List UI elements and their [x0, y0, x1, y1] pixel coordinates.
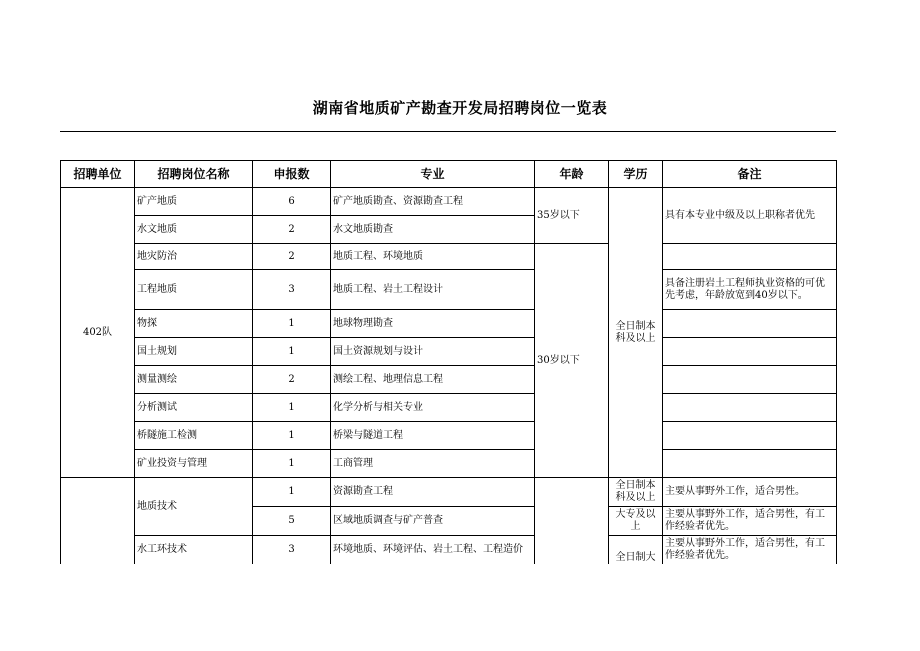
- position-major: 水文地质勘查: [331, 216, 535, 244]
- recruitment-table: [60, 160, 837, 564]
- position-name: 矿业投资与管理: [135, 450, 253, 478]
- remark: [663, 450, 837, 478]
- position-major: 环境地质、环境评估、岩土工程、工程造价: [331, 536, 535, 564]
- age-requirement: [535, 478, 609, 564]
- table-row: [61, 478, 837, 507]
- remark: [663, 244, 837, 270]
- position-count: 2: [253, 244, 331, 270]
- remark: [663, 422, 837, 450]
- header-row: [61, 161, 837, 188]
- remark: 具有本专业中级及以上职称者优先: [663, 188, 837, 244]
- remark: [663, 366, 837, 394]
- position-major: 矿产地质勘查、资源勘查工程: [331, 188, 535, 216]
- position-major: 地球物理勘查: [331, 310, 535, 338]
- table-row: [61, 450, 837, 478]
- header-age: 年龄: [535, 161, 609, 188]
- remark: [663, 338, 837, 366]
- page-title: 湖南省地质矿产勘查开发局招聘岗位一览表: [312, 99, 608, 117]
- position-name: 桥隧施工检测: [135, 422, 253, 450]
- position-name: 国土规划: [135, 338, 253, 366]
- position-count: 1: [253, 422, 331, 450]
- position-name: 物探: [135, 310, 253, 338]
- header-education: 学历: [609, 161, 663, 188]
- remark: [663, 310, 837, 338]
- table-row: [61, 394, 837, 422]
- education-requirement: 全日制本科及以上: [609, 478, 663, 507]
- position-major: 资源勘查工程: [331, 478, 535, 507]
- position-count: 1: [253, 450, 331, 478]
- remark: [663, 394, 837, 422]
- position-name: 地灾防治: [135, 244, 253, 270]
- position-count: 2: [253, 366, 331, 394]
- remark: 主要从事野外工作，适合男性，有工作经验者优先。: [663, 507, 837, 536]
- position-count: 5: [253, 507, 331, 536]
- unit-name: 402队: [61, 188, 135, 478]
- position-major: 国土资源规划与设计: [331, 338, 535, 366]
- table-row: [61, 188, 837, 216]
- position-count: 3: [253, 536, 331, 564]
- position-count: 1: [253, 338, 331, 366]
- position-major: 桥梁与隧道工程: [331, 422, 535, 450]
- position-count: 6: [253, 188, 331, 216]
- header-unit: 招聘单位: [61, 161, 135, 188]
- title-divider: [60, 131, 836, 132]
- position-count: 1: [253, 394, 331, 422]
- position-count: 1: [253, 478, 331, 507]
- position-count: 1: [253, 310, 331, 338]
- age-requirement: 30岁以下: [535, 244, 609, 478]
- header-position: 招聘岗位名称: [135, 161, 253, 188]
- header-major: 专业: [331, 161, 535, 188]
- position-major: 地质工程、环境地质: [331, 244, 535, 270]
- remark: 主要从事野外工作，适合男性，有工作经验者优先。: [663, 536, 837, 564]
- position-major: 地质工程、岩土工程设计: [331, 270, 535, 310]
- position-major: 区域地质调查与矿产普查: [331, 507, 535, 536]
- position-count: 2: [253, 216, 331, 244]
- position-major: 工商管理: [331, 450, 535, 478]
- table-row: [61, 536, 837, 564]
- position-name: 水工环技术: [135, 536, 253, 564]
- table-row: [61, 270, 837, 310]
- table-row: [61, 422, 837, 450]
- table-row: [61, 244, 837, 270]
- table-row: [61, 338, 837, 366]
- header-count: 申报数: [253, 161, 331, 188]
- position-major: 测绘工程、地理信息工程: [331, 366, 535, 394]
- unit-name: [61, 478, 135, 564]
- table-row: [61, 310, 837, 338]
- position-name: 工程地质: [135, 270, 253, 310]
- education-requirement: 全日制大: [609, 536, 663, 564]
- remark: 主要从事野外工作，适合男性。: [663, 478, 837, 507]
- position-name: 测量测绘: [135, 366, 253, 394]
- education-requirement: 全日制本科及以上: [609, 188, 663, 478]
- education-requirement: 大专及以上: [609, 507, 663, 536]
- position-count: 3: [253, 270, 331, 310]
- position-name: 分析测试: [135, 394, 253, 422]
- age-requirement: 35岁以下: [535, 188, 609, 244]
- position-name: 水文地质: [135, 216, 253, 244]
- remark: 具备注册岩土工程师执业资格的可优先考虑，年龄放宽到40岁以下。: [663, 270, 837, 310]
- position-name: 地质技术: [135, 478, 253, 536]
- position-major: 化学分析与相关专业: [331, 394, 535, 422]
- header-remark: 备注: [663, 161, 837, 188]
- table-row: [61, 366, 837, 394]
- position-name: 矿产地质: [135, 188, 253, 216]
